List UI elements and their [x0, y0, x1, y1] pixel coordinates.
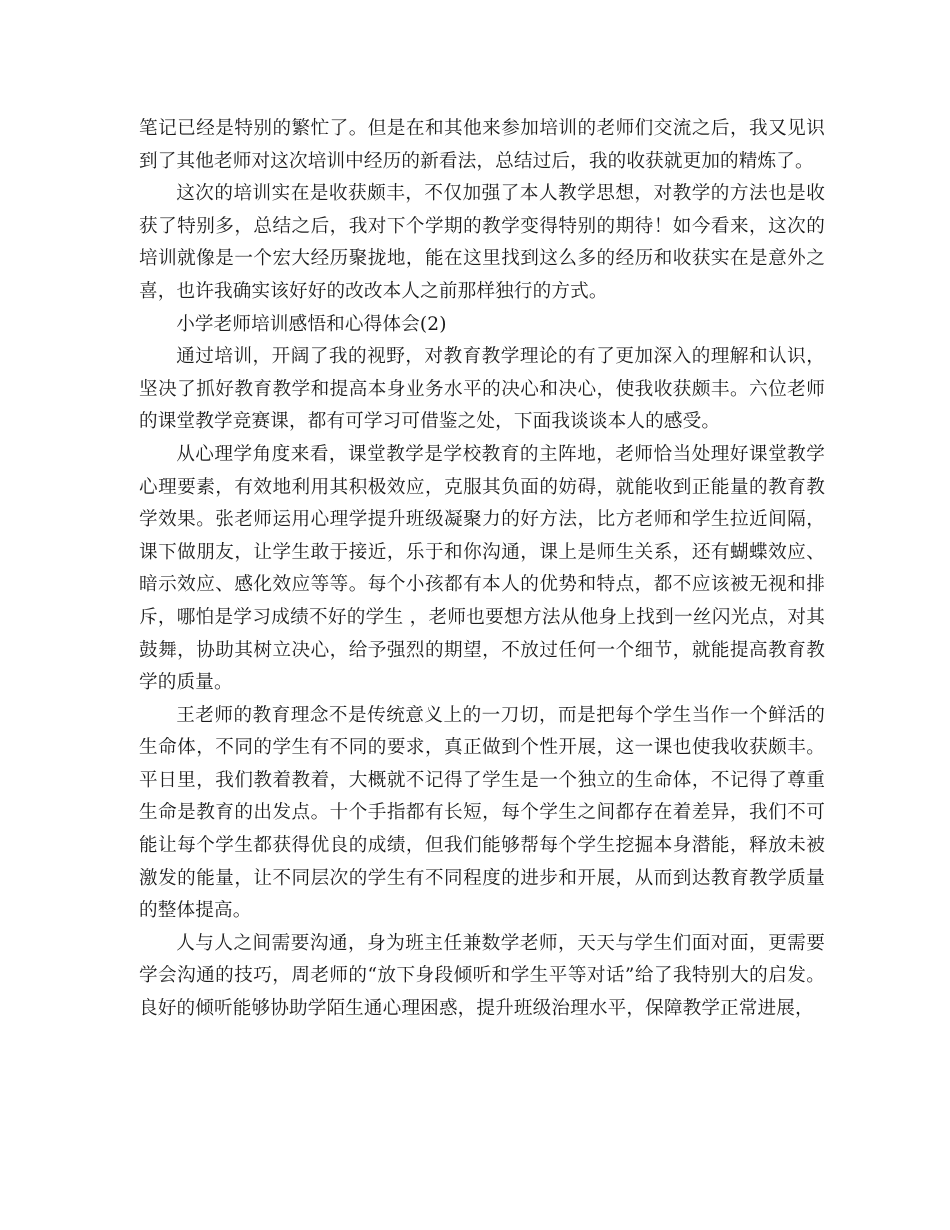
paragraph-communication: 人与人之间需要沟通，身为班主任兼数学老师，天天与学生们面对面，更需要学会沟通的技巧，周老师的“放下身段倾听和学生平等对话”给了我特别大的启发。良好的倾听能够协助学陌生通心理困惑，提升班级治理水平，保障教学正常进展，: [139, 932, 825, 1020]
section-heading: 小学老师培训感悟和心得体会(2): [176, 313, 447, 335]
paragraph-intro: 通过培训，开阔了我的视野，对教育教学理论的有了更加深入的理解和认识，坚决了抓好教育教学和提高本身业务水平的决心和决心，使我收获颇丰。六位老师的课堂教学竞赛课，都有可学习可借鉴之处，下面我谈谈本人的感受。: [139, 346, 825, 433]
paragraph-education-philosophy: 王老师的教育理念不是传统意义上的一刀切，而是把每个学生当作一个鲜活的生命体，不同的学生有不同的要求，真正做到个性开展，这一课也使我收获颇丰。平日里，我们教着教着，大概就不记得了学生是一个独立的生命体，不记得了尊重生命是教育的出发点。十个手指都有长短，每个学生之间都存在着差异，我们不可能让每个学生都获得优良的成绩，但我们能够帮每个学生挖掘本身潜能，释放未被激发的能量，让不同层次的学生有不同程度的进步和开展，从而到达教育教学质量的整体提高。: [139, 704, 825, 922]
paragraph-continuation: 笔记已经是特别的繁忙了。但是在和其他来参加培训的老师们交流之后，我又见识到了其他老师对这次培训中经历的新看法，总结过后，我的收获就更加的精炼了。: [139, 118, 825, 172]
paragraph-psychology: 从心理学角度来看，课堂教学是学校教育的主阵地，老师恰当处理好课堂教学心理要素，有效地利用其积极效应，克服其负面的妨碍，就能收到正能量的教育教学效果。张老师运用心理学提升班级凝聚力的好方法，比方老师和学生拉近间隔，课下做朋友，让学生敢于接近，乐于和你沟通，课上是师生关系，还有蝴蝶效应、暗示效应、感化效应等等。每个小孩都有本人的优势和特点，都不应该被无视和排斥，哪怕是学习成绩不好的学生 ，老师也要想方法从他身上找到一丝闪光点，对其鼓舞，协助其树立决心，给予强烈的期望，不放过任何一个细节，就能提高教育教学的质量。: [139, 443, 825, 694]
document-body: [139, 113, 825, 1026]
paragraph-training-summary: 这次的培训实在是收获颇丰，不仅加强了本人教学思想，对教学的方法也是收获了特别多，总结之后，我对下个学期的教学变得特别的期待！如今看来，这次的培训就像是一个宏大经历聚拢地，能在这里找到这么多的经历和收获实在是意外之喜，也许我确实该好好的改改本人之前那样独行的方式。: [139, 183, 825, 302]
